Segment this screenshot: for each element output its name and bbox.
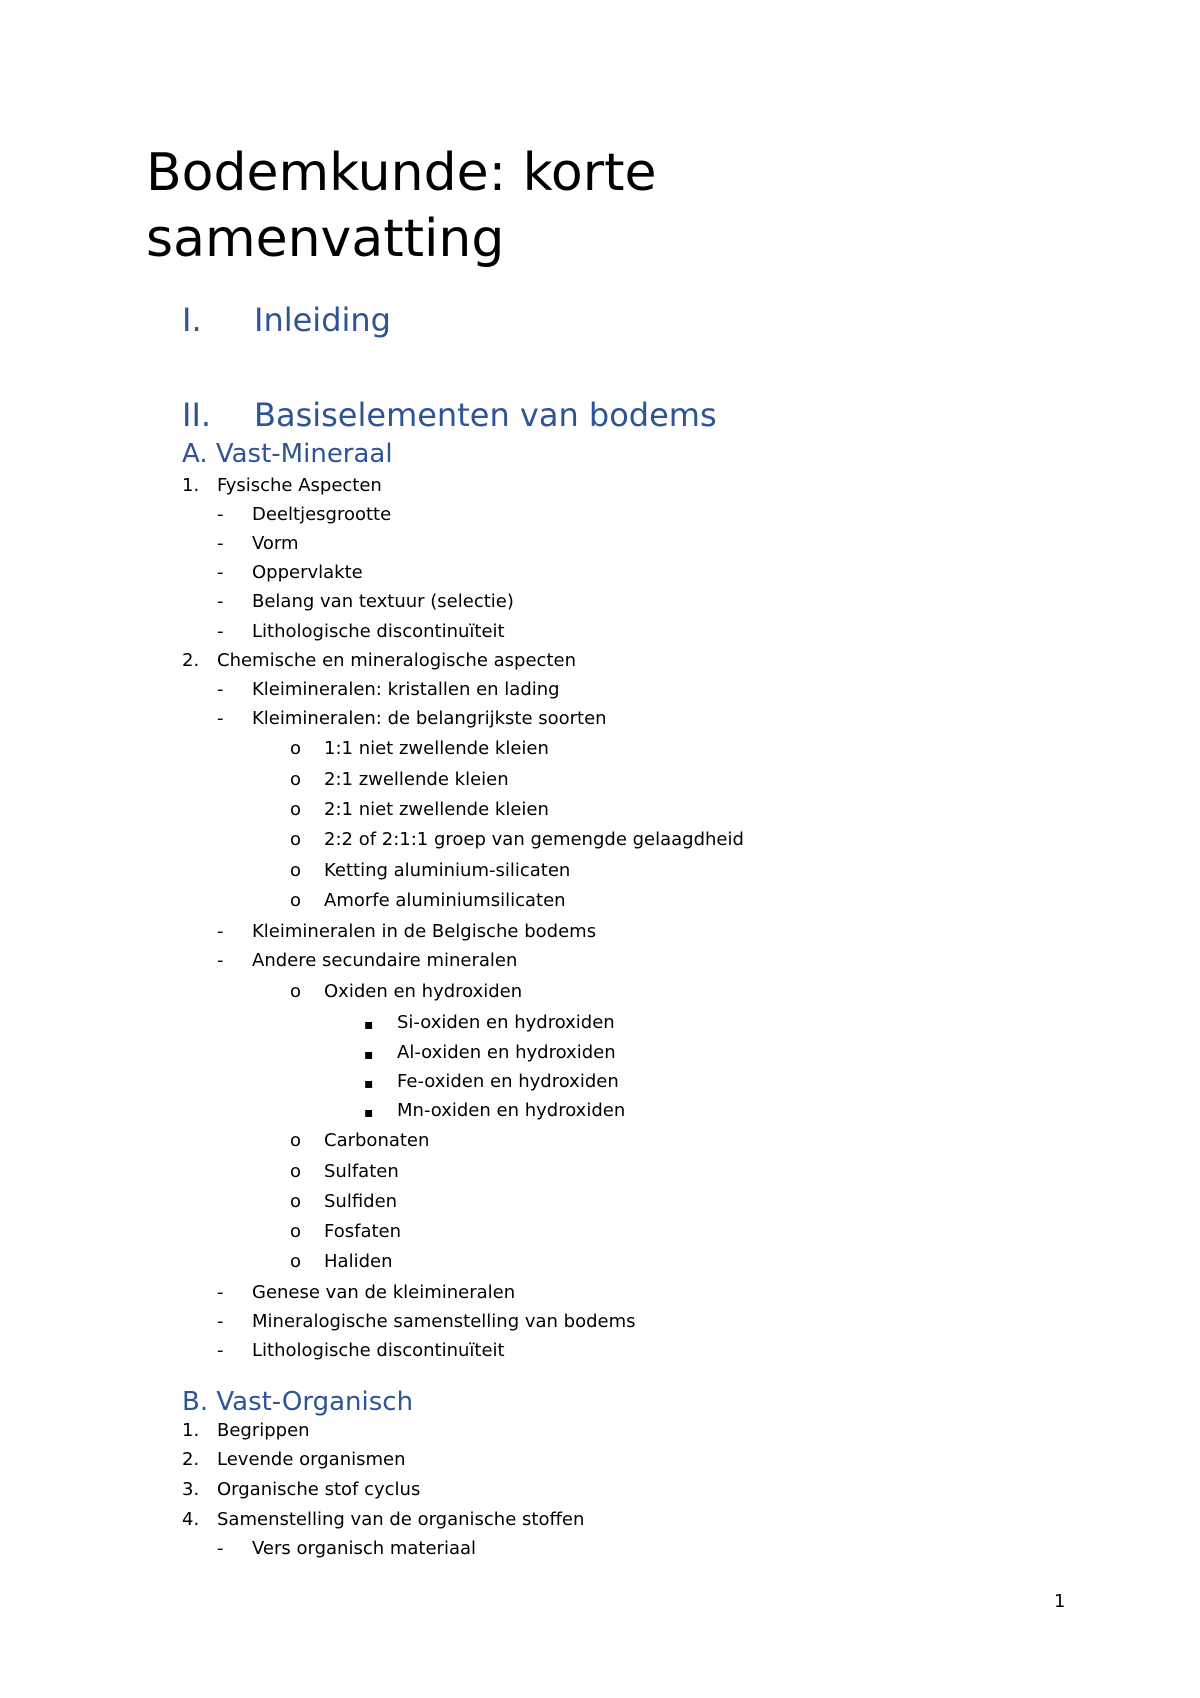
list-item-text: Belang van textuur (selectie) [252,591,514,612]
section-title: Inleiding [254,301,391,339]
list-item-text: Samenstelling van de organische stoffen [217,1509,585,1530]
square-bullet-icon: ▪ [364,1047,374,1063]
list-marker: - [217,1340,224,1361]
list-item-text: Fosfaten [324,1221,402,1242]
square-bullet-icon: ▪ [364,1105,374,1121]
list-item-text: Al-oxiden en hydroxiden [397,1042,616,1063]
list-item-text: Vorm [252,533,299,554]
list-marker: - [217,1282,224,1303]
list-item-text: Lithologische discontinuïteit [252,621,505,642]
list-item-text: Vers organisch materiaal [252,1538,477,1559]
circle-bullet-icon: o [290,890,302,911]
document-title [146,140,656,272]
list-marker: - [217,1311,224,1332]
page-number: 1 [1054,1591,1066,1612]
list-item-text: Oxiden en hydroxiden [324,981,523,1002]
list-item-text: Chemische en mineralogische aspecten [217,650,576,671]
list-item-text: Sulfaten [324,1161,399,1182]
list-item-text: Begrippen [217,1420,310,1441]
list-marker: 2. [182,650,200,671]
list-item-text: Oppervlakte [252,562,363,583]
list-item-text: 1:1 niet zwellende kleien [324,738,549,759]
list-item-text: Amorfe aluminiumsilicaten [324,890,566,911]
square-bullet-icon: ▪ [364,1017,374,1033]
list-item-text: Kleimineralen: de belangrijkste soorten [252,708,607,729]
circle-bullet-icon: o [290,1221,302,1242]
list-item-text: 2:2 of 2:1:1 groep van gemengde gelaagdheid [324,829,744,850]
list-item-text: Lithologische discontinuïteit [252,1340,505,1361]
circle-bullet-icon: o [290,1161,302,1182]
list-item-text: Sulfiden [324,1191,398,1212]
circle-bullet-icon: o [290,738,302,759]
circle-bullet-icon: o [290,981,302,1002]
list-item-text: Mineralogische samenstelling van bodems [252,1311,636,1332]
list-item-text: 2:1 niet zwellende kleien [324,799,549,820]
list-item-text: Andere secundaire mineralen [252,950,518,971]
list-marker: 4. [182,1509,200,1530]
list-item-text: Deeltjesgrootte [252,504,392,525]
circle-bullet-icon: o [290,1191,302,1212]
list-item-text: Kleimineralen in de Belgische bodems [252,921,597,942]
list-item-text: Fe-oxiden en hydroxiden [397,1071,619,1092]
list-item-text: Levende organismen [217,1449,406,1470]
circle-bullet-icon: o [290,769,302,790]
list-marker: - [217,708,224,729]
list-item-text: Carbonaten [324,1130,430,1151]
section-number: II. [182,396,212,434]
list-marker: - [217,679,224,700]
list-marker: 1. [182,1420,200,1441]
list-marker: - [217,621,224,642]
section-number: I. [182,301,202,339]
square-bullet-icon: ▪ [364,1076,374,1092]
list-marker: - [217,533,224,554]
list-item-text: Fysische Aspecten [217,475,382,496]
list-marker: 2. [182,1449,200,1470]
list-marker: - [217,1538,224,1559]
circle-bullet-icon: o [290,1130,302,1151]
list-item-text: Organische stof cyclus [217,1479,421,1500]
list-item-text: 2:1 zwellende kleien [324,769,509,790]
list-marker: 3. [182,1479,200,1500]
list-item-text: Ketting aluminium-silicaten [324,860,571,881]
list-marker: - [217,921,224,942]
circle-bullet-icon: o [290,860,302,881]
list-marker: 1. [182,475,200,496]
subsection-heading-vast-organisch: B. Vast-Organisch [182,1387,414,1417]
circle-bullet-icon: o [290,799,302,820]
section-title: Basiselementen van bodems [254,396,717,434]
list-marker: - [217,591,224,612]
title-line-1: Bodemkunde: korte [146,143,657,203]
title-line-2: samenvatting [146,209,505,269]
list-marker: - [217,504,224,525]
list-item-text: Kleimineralen: kristallen en lading [252,679,560,700]
list-marker: - [217,950,224,971]
list-item-text: Haliden [324,1251,393,1272]
list-item-text: Mn-oxiden en hydroxiden [397,1100,626,1121]
subsection-heading-vast-mineraal: A. Vast-Mineraal [182,439,393,469]
circle-bullet-icon: o [290,829,302,850]
list-item-text: Si-oxiden en hydroxiden [397,1012,615,1033]
list-item-text: Genese van de kleimineralen [252,1282,516,1303]
list-marker: - [217,562,224,583]
circle-bullet-icon: o [290,1251,302,1272]
